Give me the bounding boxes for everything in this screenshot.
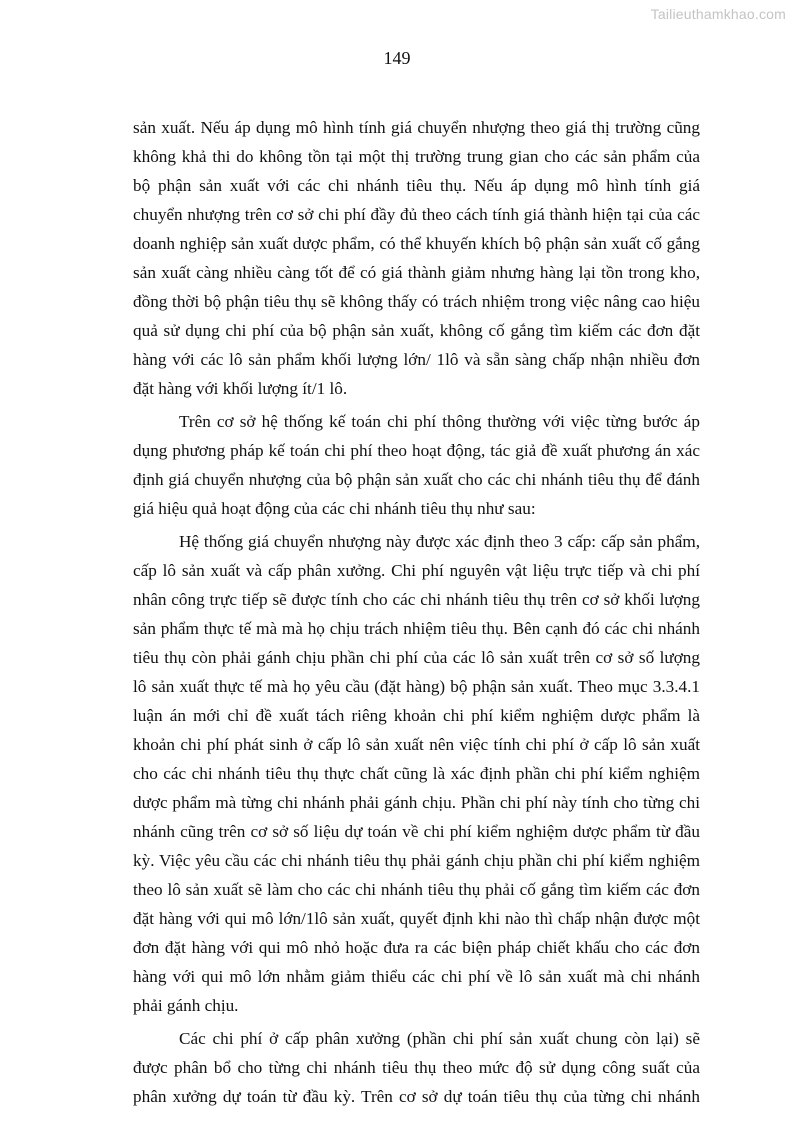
text-line: nhân công trực tiếp sẽ được tính cho các chi nhánh tiêu thụ trên cơ sở khối lượng [133, 590, 700, 609]
text-line: đơn đặt hàng với qui mô nhỏ hoặc đưa ra các biện pháp chiết khấu cho các đơn [133, 938, 700, 957]
text-line: dược phẩm mà từng chi nhánh phải gánh chịu. Phần chi phí này tính cho từng chi [133, 793, 700, 812]
text-line: Các chi phí ở cấp phân xưởng (phần chi phí sản xuất chung còn lại) sẽ [179, 1029, 700, 1048]
text-line: chuyển nhượng trên cơ sở chi phí đầy đủ theo cách tính giá thành hiện tại của các [133, 205, 700, 224]
text-line: bộ phận sản xuất với các chi nhánh tiêu thụ. Nếu áp dụng mô hình tính giá [133, 176, 700, 195]
paragraph-4 [133, 1024, 700, 1111]
text-line: giá hiệu quả hoạt động của các chi nhánh tiêu thụ như sau: [133, 499, 536, 518]
text-line: tiêu thụ còn phải gánh chịu phần chi phí của các lô sản xuất trên cơ sở số lượng [133, 648, 700, 667]
text-line: hàng với qui mô lớn nhằm giảm thiểu các chi phí về lô sản xuất mà chi nhánh [133, 967, 700, 986]
paragraph-1 [133, 113, 700, 403]
text-line: nhánh cũng trên cơ sở số liệu dự toán về chi phí kiểm nghiệm dược phẩm từ đầu [133, 822, 700, 841]
paragraph-2 [133, 407, 700, 523]
text-line: khoản chi phí phát sinh ở cấp lô sản xuất nên việc tính chi phí ở cấp lô sản xuất [133, 735, 700, 754]
text-line: đồng thời bộ phận tiêu thụ sẽ không thấy có trách nhiệm trong việc nâng cao hiệu [133, 292, 700, 311]
text-line: đặt hàng với qui mô lớn/1lô sản xuất, quyết định khi nào thì chấp nhận được một [133, 909, 700, 928]
text-line: Hệ thống giá chuyển nhượng này được xác định theo 3 cấp: cấp sản phẩm, [179, 532, 700, 551]
text-line: không khả thi do không tồn tại một thị trường trung gian cho các sản phẩm của [133, 147, 700, 166]
text-line: sản xuất càng nhiều càng tốt để có giá thành giảm nhưng hàng lại tồn trong kho, [133, 263, 700, 282]
text-line: phải gánh chịu. [133, 996, 239, 1015]
text-line: sản phẩm thực tế mà mà họ chịu trách nhiệm tiêu thụ. Bên cạnh đó các chi nhánh [133, 619, 700, 638]
text-line: Trên cơ sở hệ thống kế toán chi phí thông thường với việc từng bước áp [179, 412, 700, 431]
text-line: quả sử dụng chi phí của bộ phận sản xuất, không cố gắng tìm kiếm các đơn đặt [133, 321, 700, 340]
text-line: phân xưởng dự toán từ đầu kỳ. Trên cơ sở dự toán tiêu thụ của từng chi nhánh [133, 1087, 700, 1106]
paragraph-3 [133, 527, 700, 1020]
text-line: sản xuất. Nếu áp dụng mô hình tính giá chuyển nhượng theo giá thị trường cũng [133, 118, 700, 137]
watermark: Tailieuthamkhao.com [650, 6, 786, 22]
text-line: luận án mới chỉ đề xuất tách riêng khoản chi phí kiểm nghiệm dược phẩm là [133, 706, 700, 725]
text-line: cho các chi nhánh tiêu thụ thực chất cũng là xác định phần chi phí kiểm nghiệm [133, 764, 700, 783]
page-number: 149 [383, 48, 411, 68]
text-line: định giá chuyển nhượng của bộ phận sản xuất cho các chi nhánh tiêu thụ để đánh [133, 470, 700, 489]
text-line: doanh nghiệp sản xuất dược phẩm, có thể khuyến khích bộ phận sản xuất cố gắng [133, 234, 700, 253]
text-line: kỳ. Việc yêu cầu các chi nhánh tiêu thụ phải gánh chịu phần chi phí kiểm nghiệm [133, 851, 700, 870]
text-line: đặt hàng với khối lượng ít/1 lô. [133, 379, 348, 398]
text-line: lô sản xuất thực tế mà họ yêu cầu (đặt hàng) bộ phận sản xuất. Theo mục 3.3.4.1 [133, 677, 700, 696]
text-line: hàng với các lô sản phẩm khối lượng lớn/ 1lô và sẵn sàng chấp nhận nhiều đơn [133, 350, 700, 369]
text-line: cấp lô sản xuất và cấp phân xưởng. Chi phí nguyên vật liệu trực tiếp và chi phí [133, 561, 700, 580]
text-line: dụng phương pháp kế toán chi phí theo hoạt động, tác giả đề xuất phương án xác [133, 441, 700, 460]
body-text [133, 113, 700, 1115]
text-line: được phân bổ cho từng chi nhánh tiêu thụ theo mức độ sử dụng công suất của [133, 1058, 700, 1077]
text-line: theo lô sản xuất sẽ làm cho các chi nhánh tiêu thụ phải cố gắng tìm kiếm các đơn [133, 880, 700, 899]
